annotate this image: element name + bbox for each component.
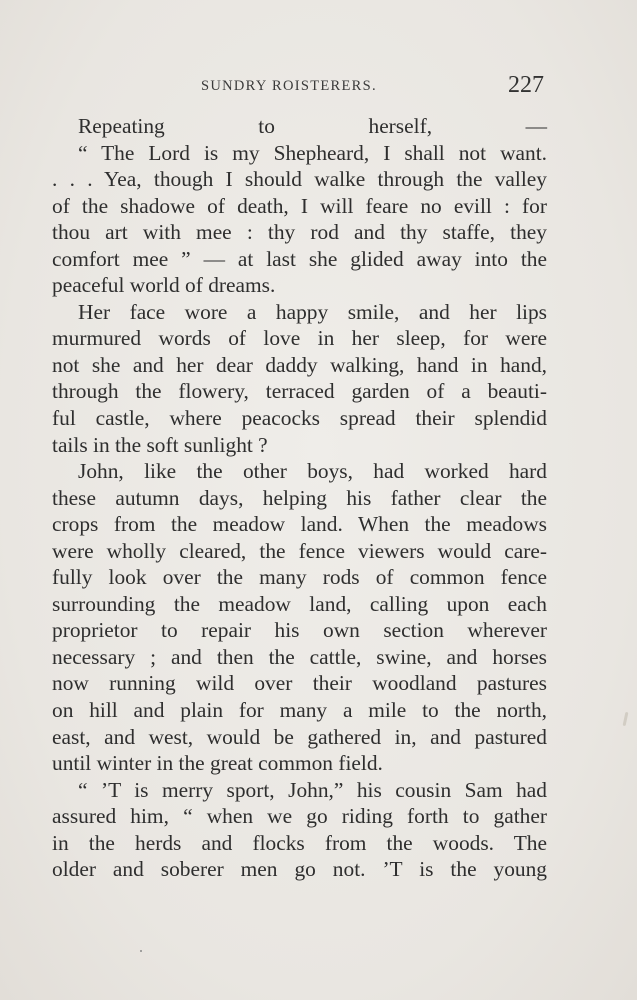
text-line: on hill and plain for many a mile to the north, (52, 698, 547, 723)
text-line: “ The Lord is my Shepheard, I shall not want. (78, 140, 547, 165)
text-line: necessary ; and then the cattle, swine, and horses (52, 644, 547, 669)
text-line: crops from the meadow land. When the meadows (52, 512, 547, 537)
text-line: Her face wore a happy smile, and her lips (78, 299, 547, 324)
text-line: were wholly cleared, the fence viewers would care- (52, 538, 547, 563)
text-line: through the flowery, terraced garden of a beauti- (52, 379, 547, 404)
text-line: older and soberer men go not. ’T is the young (52, 857, 547, 882)
paper-speck (140, 950, 142, 952)
text-line: proprietor to repair his own section wherever (52, 618, 547, 643)
text-line: east, and west, would be gathered in, and pastured (52, 724, 547, 749)
text-line: not she and her dear daddy walking, hand in hand, (52, 352, 547, 377)
page-number: 227 (508, 72, 544, 98)
text-line: of the shadowe of death, I will feare no evill : for (52, 193, 547, 218)
text-line: tails in the soft sunlight ? (52, 432, 268, 457)
text-line: “ ’T is merry sport, John,” his cousin Sam had (78, 777, 547, 802)
text-line: . . . Yea, though I should walke through the valley (52, 167, 547, 192)
text-line: until winter in the great common field. (52, 751, 383, 776)
text-line: thou art with mee : thy rod and thy staffe, they (52, 220, 547, 245)
text-line: surrounding the meadow land, calling upon each (52, 591, 547, 616)
text-line: these autumn days, helping his father clear the (52, 485, 547, 510)
running-head (0, 70, 637, 102)
text-line: ful castle, where peacocks spread their splendid (52, 406, 547, 431)
text-line: now running wild over their woodland pastures (52, 671, 547, 696)
text-line: peaceful world of dreams. (52, 273, 276, 298)
body-text (52, 113, 547, 883)
text-line: in the herds and flocks from the woods. The (52, 830, 547, 855)
text-line: comfort mee ” — at last she glided away into the (52, 246, 547, 271)
margin-mark (623, 712, 629, 726)
text-line: murmured words of love in her sleep, for were (52, 326, 547, 351)
text-line: fully look over the many rods of common fence (52, 565, 547, 590)
text-line: assured him, “ when we go riding forth to gather (52, 804, 547, 829)
text-line: Repeating to herself, — (78, 114, 547, 138)
running-title: SUNDRY ROISTERERS. (201, 78, 377, 94)
text-line: John, like the other boys, had worked hard (78, 459, 547, 484)
